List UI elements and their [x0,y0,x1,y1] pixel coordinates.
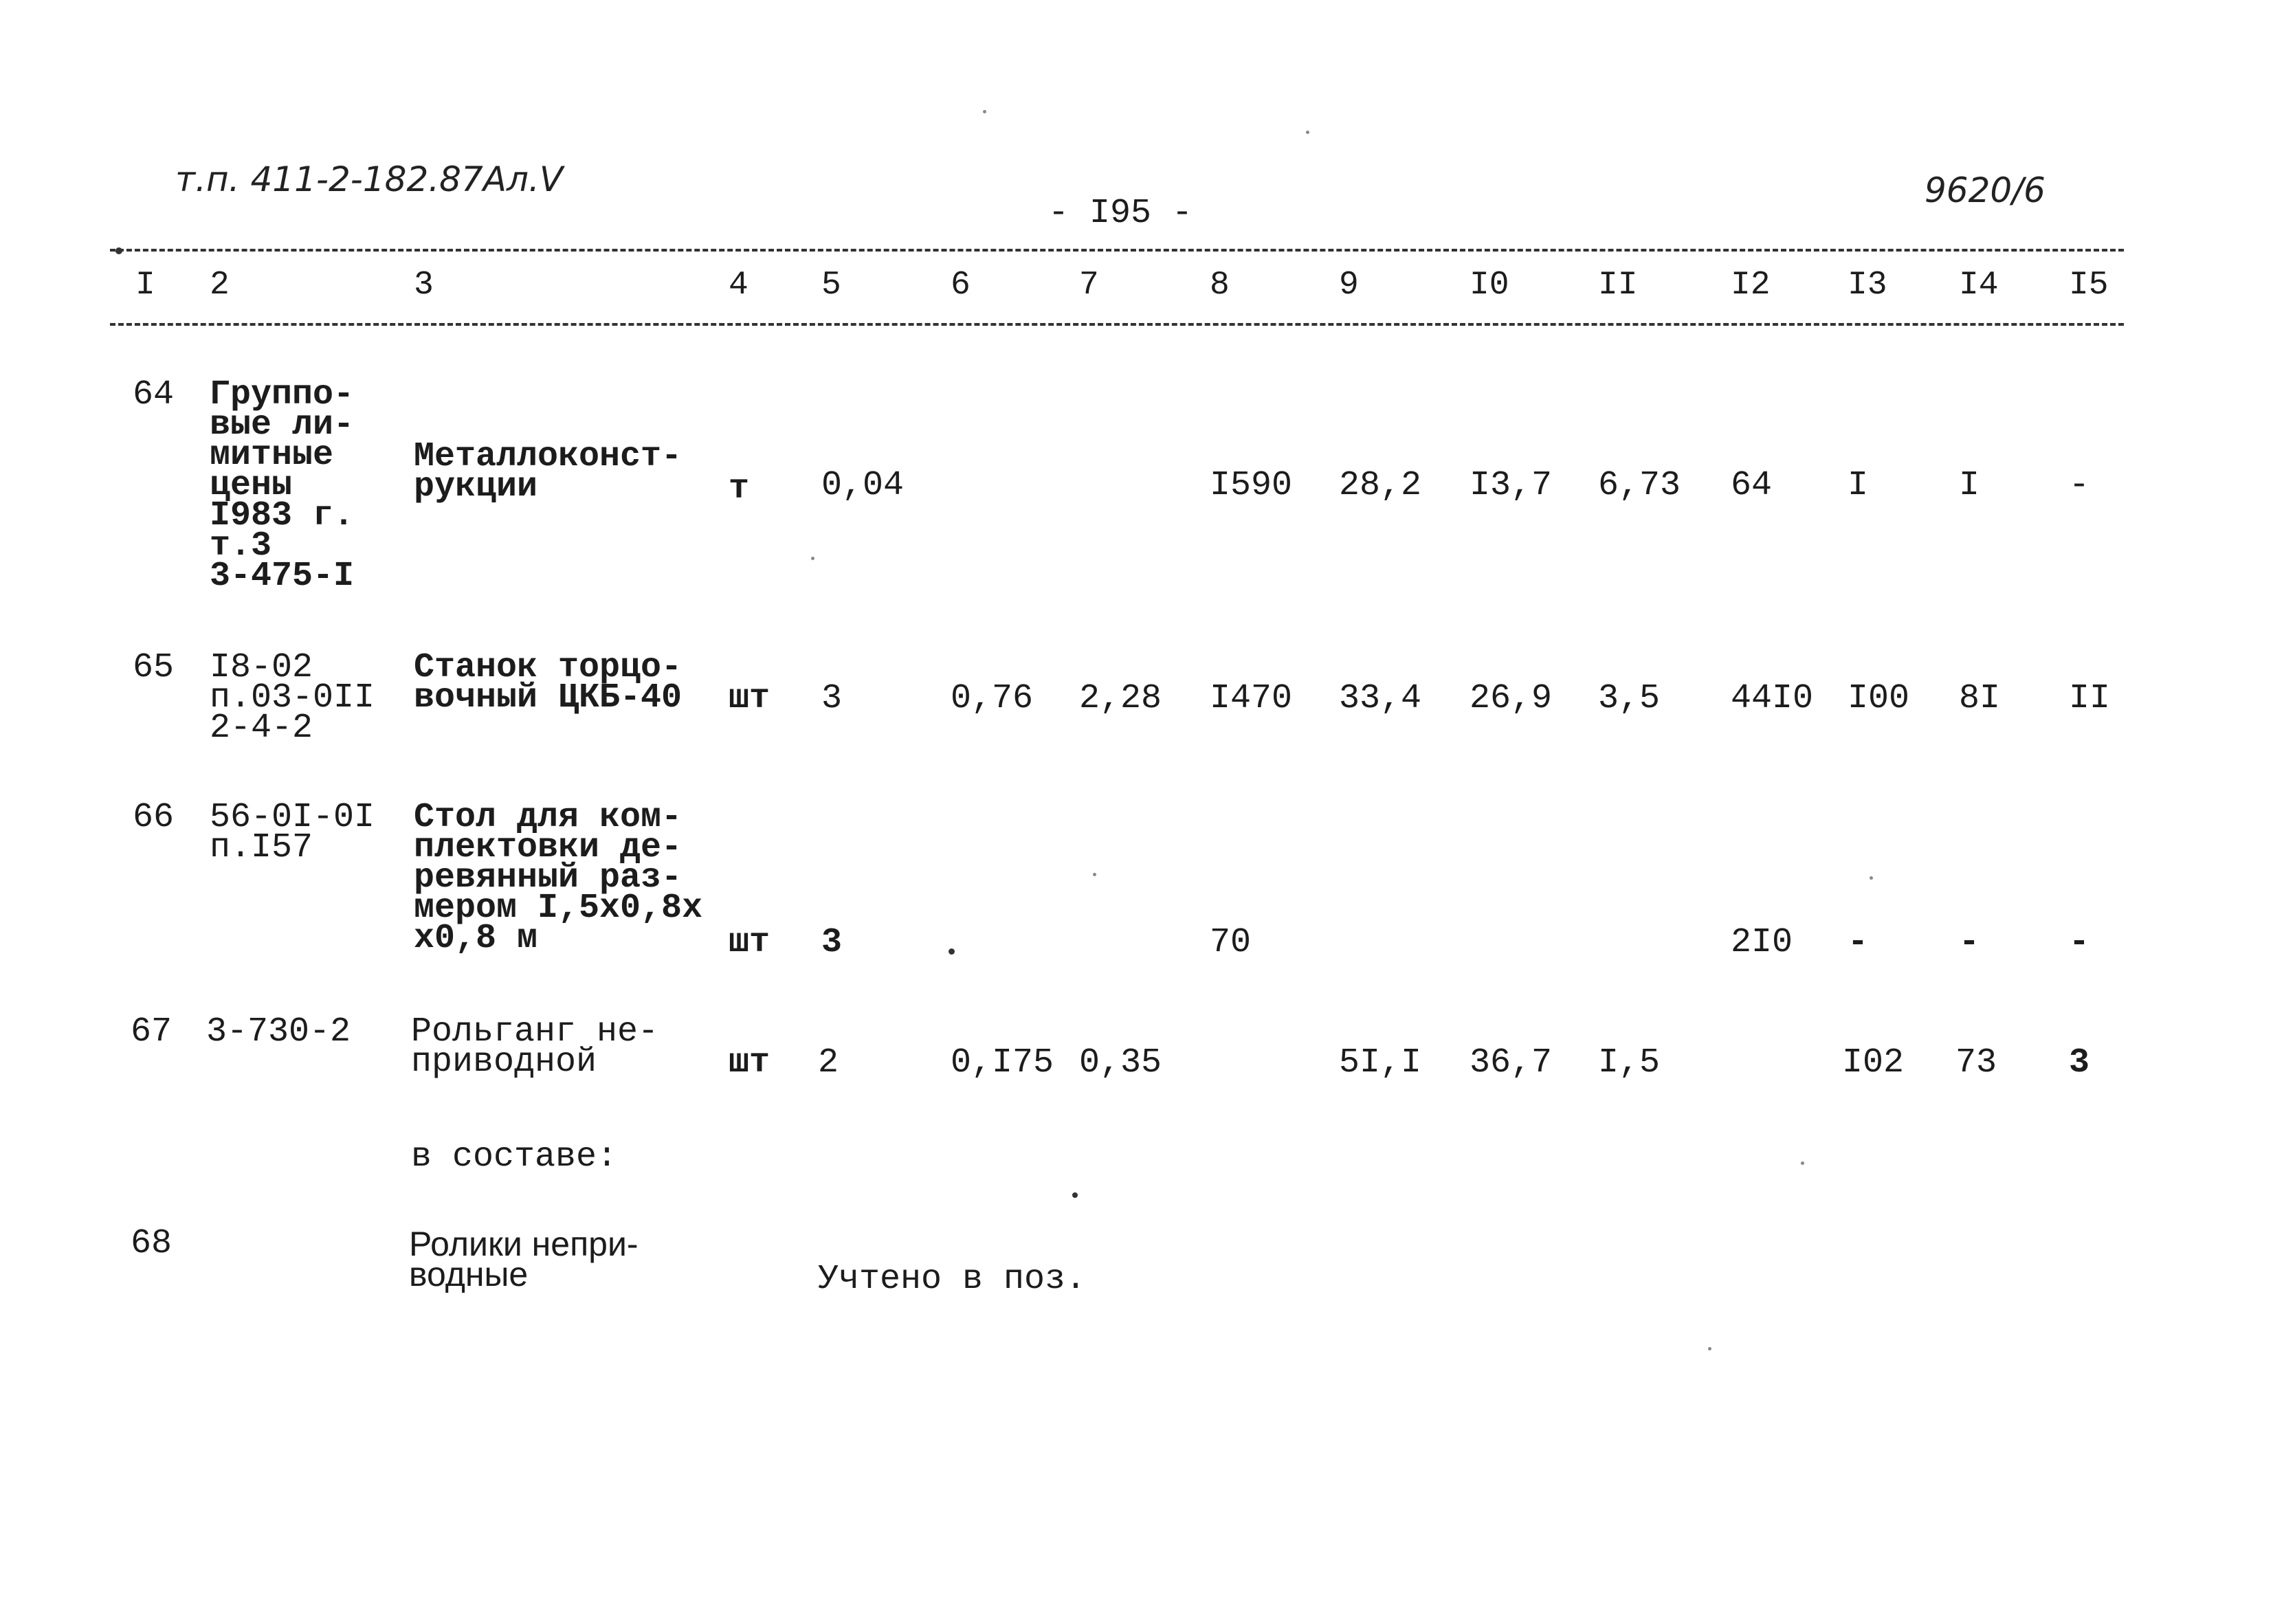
quantity-cell: 2 [818,1043,839,1082]
col10-cell: I3,7 [1470,466,1553,505]
item-name: Металлоконст- рукции [414,437,683,507]
col-header-4: 4 [729,267,749,304]
col7-cell: 0,35 [1079,1043,1162,1082]
page-number: - I95 - [1048,194,1193,233]
col14-cell: - [1959,923,1980,962]
col6-cell: 0,76 [951,679,1034,718]
col8-cell: I470 [1210,679,1293,718]
scan-speck [983,110,986,113]
scan-speck [1072,1192,1078,1198]
col15-cell: - [2069,466,2090,505]
unit-cell: шт [729,679,770,718]
header-top-rule [110,249,2124,252]
col-header-12: I2 [1731,267,1771,304]
col12-cell: 64 [1731,466,1773,505]
col-header-9: 9 [1339,267,1359,304]
quantity-cell: 0,04 [821,466,905,505]
reference-cell: 3-730-2 [206,1012,351,1052]
item-name: Стол для ком- плектовки де- ревянный раз- мером I,5х0,8х х0,8 м [414,798,703,958]
col9-cell: 28,2 [1339,466,1422,505]
col8-cell: 70 [1210,923,1252,962]
col13-cell: - [1848,923,1869,962]
scan-speck [1093,873,1096,876]
col14-cell: 8I [1959,679,2001,718]
row-number: 65 [133,648,175,687]
scan-speck [1708,1347,1711,1350]
scan-speck [1306,131,1309,134]
col13-cell: I02 [1842,1043,1905,1082]
col11-cell: 3,5 [1598,679,1661,718]
col-header-8: 8 [1210,267,1230,304]
row-number: 64 [133,375,175,414]
header-bottom-rule [110,323,2124,326]
item-name: Станок торцо- вочный ЦКБ-40 [414,648,683,718]
document-number: 9620/6 [1925,170,2045,210]
col11-cell: I,5 [1598,1043,1661,1082]
quantity-cell: 3 [821,923,843,962]
col7-cell: 2,28 [1079,679,1162,718]
col-header-11: II [1598,267,1638,304]
col9-cell: 33,4 [1339,679,1422,718]
col-header-5: 5 [821,267,841,304]
col14-cell: 73 [1955,1043,1997,1082]
col15-cell: 3 [2069,1043,2090,1082]
reference-cell: 56-0I-0I п.I57 [210,798,375,867]
scan-speck [811,557,814,560]
col-header-3: 3 [414,267,434,304]
col-header-10: I0 [1470,267,1509,304]
col-header-7: 7 [1079,267,1099,304]
col-header-6: 6 [951,267,971,304]
col-header-2: 2 [210,267,230,304]
col-header-14: I4 [1959,267,1999,304]
col12-cell: 44I0 [1731,679,1814,718]
row-number: 67 [131,1012,173,1052]
reference-cell: Группо- вые ли- митные цены I983 г. т.3 3-475-I [210,375,355,596]
row-number: 68 [131,1224,173,1263]
col13-cell: I [1848,466,1869,505]
scan-speck [1870,876,1873,880]
item-name: Ролики непри- водные [409,1225,639,1293]
item-name: Рольганг не- приводной [411,1012,659,1082]
col11-cell: 6,73 [1598,466,1681,505]
row-number: 66 [133,798,175,837]
col6-cell: 0,I75 [951,1043,1054,1082]
col8-cell: I590 [1210,466,1293,505]
col15-cell: - [2069,923,2090,962]
col13-cell: I00 [1848,679,1910,718]
col14-cell: I [1959,466,1980,505]
col10-cell: 26,9 [1470,679,1553,718]
quantity-cell: 3 [821,679,843,718]
accounted-note: Учтено в поз. [818,1260,1087,1299]
col10-cell: 36,7 [1470,1043,1553,1082]
col15-cell: II [2069,679,2111,718]
col-header-1: I [135,267,155,304]
scan-speck [1801,1161,1804,1165]
col9-cell: 5I,I [1339,1043,1422,1082]
scan-speck [115,247,122,254]
project-code: т.п. 411-2-182.87Ал.V [175,159,564,199]
col12-cell: 2I0 [1731,923,1793,962]
unit-cell: шт [729,1043,770,1082]
unit-cell: шт [729,923,770,962]
composition-label: в составе: [411,1137,618,1177]
col-header-13: I3 [1848,267,1887,304]
unit-cell: т [729,469,750,509]
reference-cell: I8-02 п.03-0II 2-4-2 [210,648,375,748]
col-header-15: I5 [2069,267,2109,304]
scan-speck [949,948,955,955]
